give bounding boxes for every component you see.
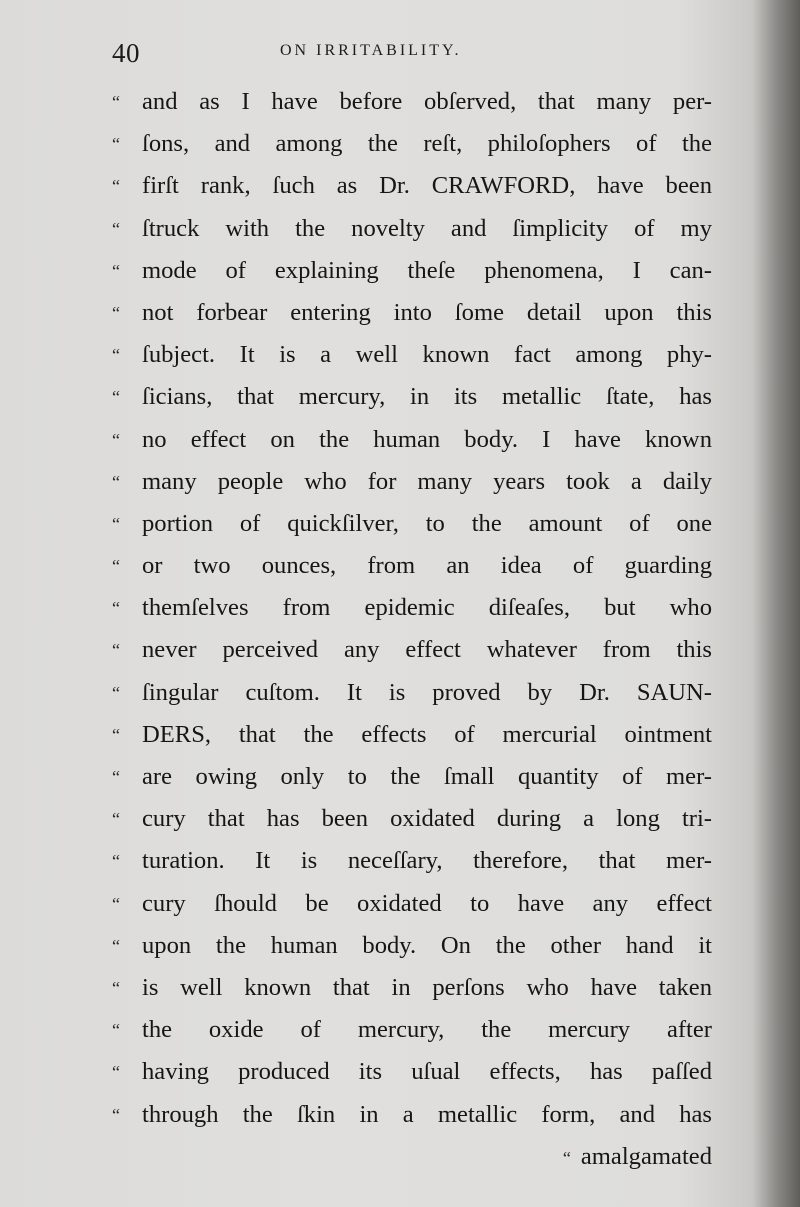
text-line — [112, 376, 712, 418]
line-text: upon the human body. On the other hand it — [142, 931, 712, 959]
text-line — [112, 925, 712, 967]
quote-mark: “ — [112, 429, 120, 450]
text-line — [112, 1051, 712, 1093]
running-head: ON IRRITABILITY. — [280, 42, 462, 59]
line-text: ſons, and among the reſt, philoſophers of the — [142, 130, 712, 158]
quote-mark: “ — [112, 724, 120, 745]
line-text: ſtruck with the novelty and ſimplicity of my — [142, 214, 712, 242]
line-text: the oxide of mercury, the mercury after — [142, 1016, 712, 1044]
text-line — [112, 123, 712, 165]
text-line — [112, 503, 712, 545]
line-text: or two ounces, from an idea of guarding — [142, 552, 712, 580]
line-text: not forbear entering into ſome detail upon this — [142, 298, 712, 326]
quote-mark: “ — [112, 513, 120, 534]
line-text: ſubject. It is a well known fact among phy- — [142, 341, 712, 369]
quote-mark: “ — [112, 345, 120, 366]
text-line — [112, 461, 712, 503]
quote-mark: “ — [112, 682, 120, 703]
line-text: DERS, that the effects of mercurial ointment — [142, 720, 712, 748]
line-text: never perceived any effect whatever from this — [142, 636, 712, 664]
quote-mark: “ — [112, 809, 120, 830]
text-line — [112, 1009, 712, 1051]
quote-mark: “ — [112, 556, 120, 577]
text-line — [112, 798, 712, 840]
text-line — [112, 967, 712, 1009]
text-line — [112, 545, 712, 587]
line-text: mode of explaining theſe phenomena, I can- — [142, 256, 712, 284]
quote-mark: “ — [112, 851, 120, 872]
quote-mark: “ — [112, 176, 120, 197]
quote-mark: “ — [112, 1104, 120, 1125]
line-text: ſicians, that mercury, in its metallic ſtate, has — [142, 383, 712, 411]
text-line — [112, 587, 712, 629]
quote-mark: “ — [112, 640, 120, 661]
text-line — [112, 292, 712, 334]
line-text: firſt rank, ſuch as Dr. CRAWFORD, have been — [142, 172, 712, 200]
text-line — [112, 1094, 712, 1136]
quote-mark: “ — [112, 218, 120, 239]
line-text: portion of quickſilver, to the amount of one — [142, 509, 712, 537]
line-text: are owing only to the ſmall quantity of mer- — [142, 763, 712, 790]
quote-mark: “ — [112, 977, 120, 998]
line-text: ſingular cuſtom. It is proved by Dr. SAUN- — [142, 678, 712, 706]
line-text: is well known that in perſons who have taken — [142, 973, 712, 1001]
line-text: no effect on the human body. I have known — [142, 425, 712, 453]
text-line — [112, 756, 712, 798]
quote-mark: “ — [112, 767, 120, 787]
line-text: and as I have before obſerved, that many per- — [142, 88, 712, 115]
quote-mark: “ — [112, 598, 120, 619]
quote-mark: “ — [112, 92, 120, 112]
text-line — [112, 334, 712, 376]
line-text: cury ſhould be oxidated to have any effect — [142, 889, 712, 917]
line-text: cury that has been oxidated during a long tri- — [142, 805, 712, 833]
quote-mark: “ — [112, 935, 120, 956]
quote-mark: “ — [112, 1062, 120, 1083]
quote-mark: “ — [112, 471, 120, 492]
text-line — [112, 714, 712, 756]
quote-mark: “ — [112, 893, 120, 914]
body-text — [112, 81, 712, 1178]
quote-mark: “ — [562, 1147, 571, 1168]
line-text: through the ſkin in a metallic form, and has — [142, 1100, 712, 1128]
line-text: many people who for many years took a daily — [142, 467, 712, 495]
line-text: turation. It is neceſſary, therefore, that mer- — [142, 847, 712, 875]
text-line — [112, 883, 712, 925]
text-line — [112, 672, 712, 714]
text-line — [112, 208, 712, 250]
page-number: 40 — [112, 38, 140, 68]
quote-mark: “ — [112, 134, 120, 155]
line-text: having produced its uſual effects, has paſſed — [142, 1058, 712, 1086]
text-line — [112, 840, 712, 882]
text-line — [112, 165, 712, 207]
line-text: themſelves from epidemic diſeaſes, but who — [142, 594, 712, 622]
quote-mark: “ — [112, 1020, 120, 1041]
catchword — [112, 1136, 712, 1178]
quote-mark: “ — [112, 302, 120, 323]
catchword-text: amalgamated — [580, 1142, 712, 1170]
quote-mark: “ — [112, 260, 120, 281]
text-line — [112, 81, 712, 123]
text-line — [112, 419, 712, 461]
quote-mark: “ — [112, 387, 120, 408]
page-header — [110, 34, 710, 74]
text-line — [112, 629, 712, 671]
text-line — [112, 250, 712, 292]
